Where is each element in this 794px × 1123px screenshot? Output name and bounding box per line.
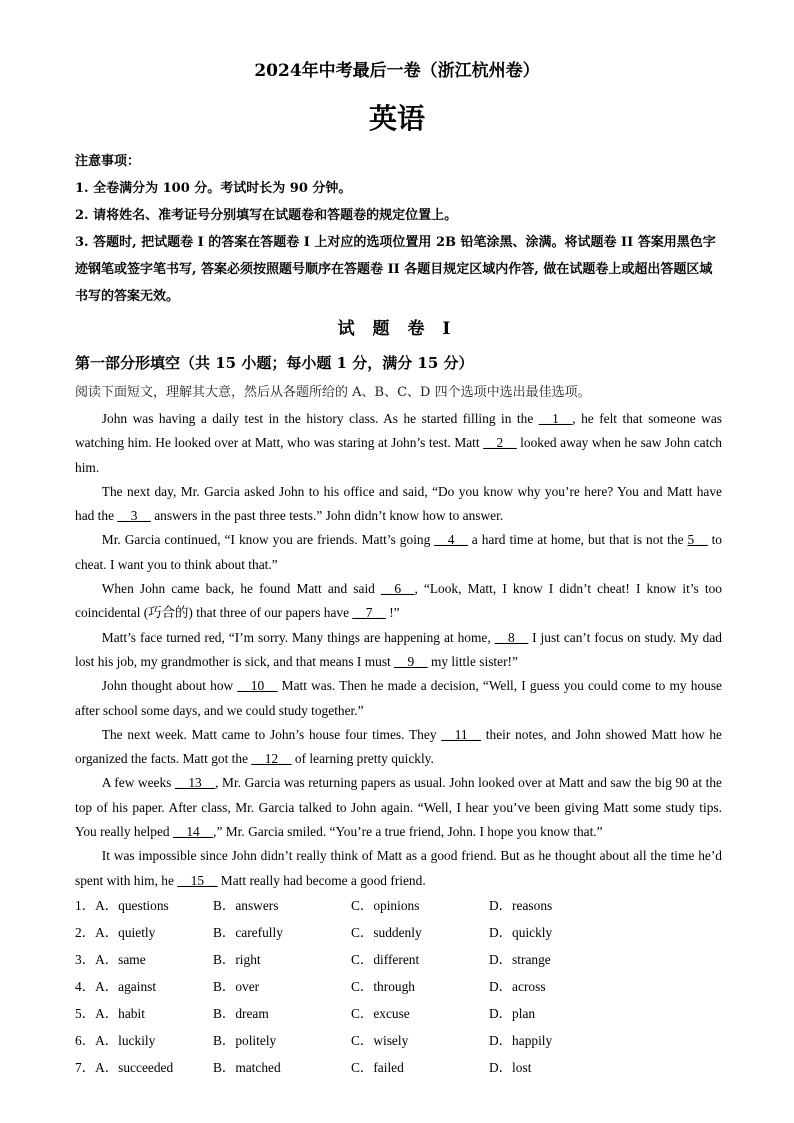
option-d: D．strange [489, 952, 551, 967]
passage-paragraph: A few weeks __13__, Mr. Garcia was returning papers as usual. John looked over at Matt and saw the big 90 at the top of his paper. After class, Mr. Garcia talked to John again. “Well, I hear you’ve been giving Matt some study tips. You really helped __14__,” Mr. Garcia smiled. “You’re a true friend, John. I hope you know that.” [75, 775, 723, 840]
option-b: B．right [213, 952, 261, 967]
option-d: D．quickly [489, 925, 553, 940]
option-d: D．across [489, 979, 546, 994]
subject-title: 英语 [368, 102, 425, 135]
option-c: C．through [351, 979, 415, 994]
blank-6: __6__ [380, 581, 415, 597]
passage-paragraph: The next day, Mr. Garcia asked John to his office and said, “Do you know why you’re here? You and Matt have had the __3__ answers in the past three tests.” John didn’t know how to answer. [75, 483, 722, 524]
blank-9: __9__ [394, 653, 428, 669]
blank-13: __13__ [174, 775, 216, 791]
passage-paragraph: Mr. Garcia continued, “I know you are friends. Matt’s going __4__ a hard time at home, but that is not the 5__ to cheat. I want you to think about that.” [75, 532, 722, 572]
option-a: 2．A．quietly [75, 925, 156, 940]
option-c: C．suddenly [351, 925, 422, 940]
option-d: D．reasons [489, 898, 553, 913]
passage-paragraph: It was impossible since John didn’t really think of Matt as a good friend. But as he thought about all the time he’d spent with him, he __15__ Matt really had become a good friend. [75, 848, 722, 888]
option-c: C．different [351, 952, 420, 967]
section-heading: 试 题 卷 I [337, 319, 457, 339]
option-d: D．lost [489, 1060, 532, 1075]
blank-3: __3__ [117, 508, 151, 524]
option-c: C．excuse [351, 1006, 410, 1021]
blank-7: __7__ [352, 605, 386, 621]
option-b: B．carefully [213, 925, 283, 940]
option-a: 6．A．luckily [75, 1033, 156, 1048]
option-b: B．politely [213, 1033, 277, 1048]
exam-title: 2024年中考最后一卷（浙江杭州卷） [254, 61, 540, 81]
option-a: 1．A．questions [75, 898, 169, 913]
option-a: 3．A．same [75, 952, 146, 967]
notes-heading: 注意事项： [75, 154, 141, 169]
option-d: D．happily [489, 1033, 553, 1048]
cloze-passage [75, 407, 722, 893]
blank-14: __14__ [172, 824, 214, 840]
blank-2: __2__ [483, 435, 517, 451]
option-a: 4．A．against [75, 979, 157, 994]
option-b: B．over [213, 979, 260, 994]
note-item: 1. 全卷满分为 100 分。考试时长为 90 分钟。 [75, 181, 352, 196]
option-a: 5．A．habit [75, 1006, 145, 1021]
note-item: 3. 答题时, 把试题卷 I 的答案在答题卷 I 上对应的选项位置用 2B 铅笔涂黑、涂满。将试题卷 II 答案用黑色字迹钢笔或签字笔书写, 答案必须按照题号顺序在答题卷 II 各题目规定区域内作答, 做在试题卷上或超出答题区域书写的答案无效。 [75, 235, 716, 304]
blank-12: __12__ [251, 751, 292, 767]
blank-8: __8__ [494, 629, 529, 645]
option-b: B．dream [213, 1006, 269, 1021]
blank-1: __1__ [538, 411, 573, 426]
passage-paragraph: Matt’s face turned red, “I’m sorry. Many things are happening at home, __8__ I just can’t focus on study. My dad lost his job, my grandmother is sick, and that means I must __9__ my little sister!” [75, 629, 722, 669]
option-c: C．failed [351, 1060, 404, 1075]
blank-5: 5__ [687, 532, 708, 548]
option-b: B．matched [213, 1060, 281, 1075]
option-d: D．plan [489, 1006, 536, 1021]
blank-15: __15__ [177, 872, 218, 888]
instruction-text: 阅读下面短文，理解其大意，然后从各题所给的 A、B、C、D 四个选项中选出最佳选项。 [75, 385, 591, 400]
option-c: C．opinions [351, 898, 420, 913]
option-c: C．wisely [351, 1033, 409, 1048]
part-title: 第一部分形填空（共 15 小题；每小题 1 分，满分 15 分） [75, 354, 474, 372]
blank-11: __11__ [441, 726, 481, 742]
option-b: B．answers [213, 898, 279, 913]
blank-4: __4__ [434, 532, 468, 548]
passage-paragraph: John was having a daily test in the history class. As he started filling in the __1__, he felt that someone was watching him. He looked over at Matt, who was staring at John’s test. Matt __2__ looked away when he saw John catch him. [75, 411, 722, 475]
passage-paragraph: The next week. Matt came to John’s house four times. They __11__ their notes, and John showed Matt how he organized the facts. Matt got the __12__ of learning pretty quickly. [75, 726, 722, 767]
passage-paragraph: When John came back, he found Matt and said __6__, “Look, Matt, I know I didn’t cheat! I know it’s too coincidental (巧合的) that three of our papers have __7__ !” [75, 581, 722, 621]
note-item: 2. 请将姓名、准考证号分别填写在试题卷和答题卷的规定位置上。 [75, 208, 458, 223]
passage-paragraph: John thought about how __10__ Matt was. Then he made a decision, “Well, I guess you could come to my house after school some days, and we could study together.” [75, 678, 722, 718]
option-a: 7．A．succeeded [75, 1060, 174, 1075]
blank-10: __10__ [237, 678, 278, 694]
notes-section [75, 148, 725, 310]
